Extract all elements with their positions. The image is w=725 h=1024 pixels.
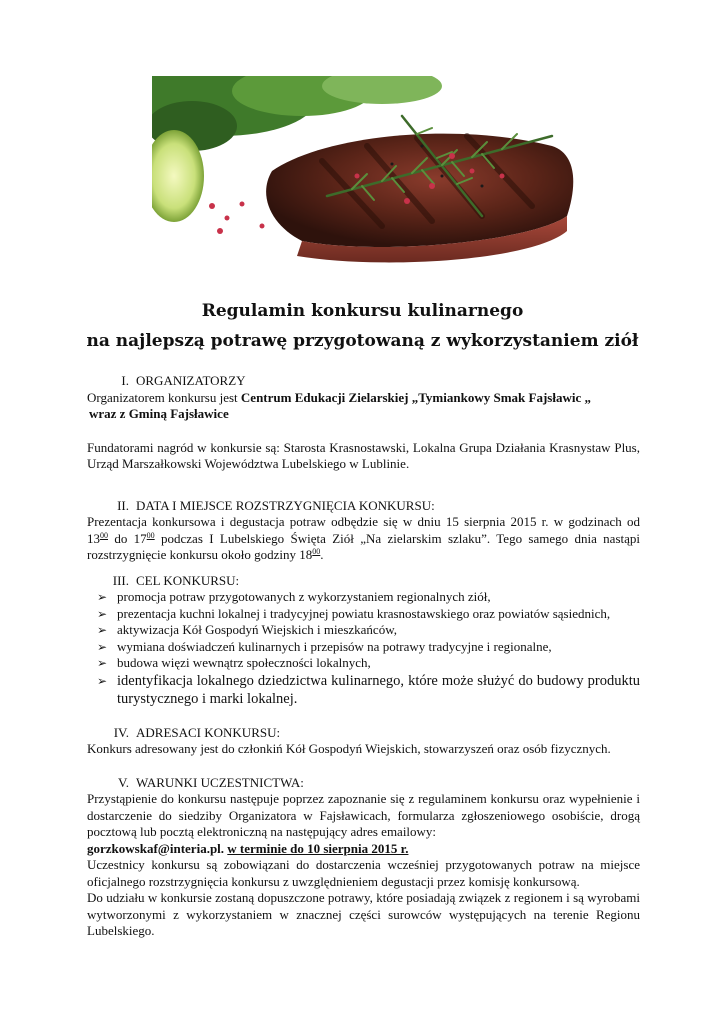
list-item: ➢ aktywizacja Kół Gospodyń Wiejskich i mieszkańców, <box>97 622 397 637</box>
participation-paragraph-1: Przystąpienie do konkursu następuje poprzez zapoznanie się z regulaminem konkursu oraz wypełnienie i dostarczenie do siedziby Organizatora w Fajsławicach, formularza zgłoszeniowego osobiście, drogą pocztową lub pocztą elektroniczną na następujący adres emailowy: <box>87 791 640 839</box>
date-line-3: rozstrzygnięcie konkursu około godziny $18^{00}$. <box>87 547 324 562</box>
goals-list <box>87 589 640 708</box>
funders-paragraph: Fundatorami nagród w konkursie są: Starosta Krasnostawski, Lokalna Grupa Działania Krasnystaw Plus, Urząd Marszałkowski Województwa Lubelskiego w Lublinie. <box>87 439 640 471</box>
deadline-text: w terminie do 10 sierpnia 2015 r. <box>227 840 409 856</box>
arrow-bullet-icon: ➢ <box>97 606 108 621</box>
section-heading-organizers: I. ORGANIZATORZY <box>121 373 246 388</box>
list-item: ➢ prezentacja kuchni lokalnej i tradycyjnej powiatu krasnostawskiego oraz powiatów sąsiednich, <box>97 605 611 621</box>
list-item: ➢ wymiana doświadczeń kulinarnych i przepisów na potrawy tradycyjne i regionalne, <box>97 638 552 654</box>
arrow-bullet-icon: ➢ <box>97 673 108 688</box>
addressees-paragraph: Konkurs adresowany jest do członkiń Kół Gospodyń Wiejskich, stowarzyszeń oraz osób fizycznych. <box>87 741 611 756</box>
arrow-bullet-icon: ➢ <box>97 590 108 604</box>
date-line-1: Prezentacja konkursowa i degustacja potraw odbędzie się w dniu 15 sierpnia 2015 r. w godzinach od <box>87 514 640 529</box>
regulations-body <box>87 373 640 940</box>
section-heading-goals: III. CEL KONKURSU: <box>112 572 240 588</box>
title-line-2: na najlepszą potrawę przygotowaną z wykorzystaniem ziół <box>86 331 639 351</box>
title-line-1: Regulamin konkursu kulinarnego <box>201 301 524 321</box>
header-photo-steak-with-herbs <box>152 76 577 270</box>
list-item: ➢ promocja potraw przygotowanych z wykorzystaniem regionalnych ziół, <box>97 589 491 604</box>
section-heading-participation: V. WARUNKI UCZESTNICTWA: <box>118 774 304 790</box>
arrow-bullet-icon: ➢ <box>97 623 108 637</box>
participation-paragraph-2: Uczestnicy konkursu są zobowiązani do dostarczenia wcześniej przygotowanych potraw na miejsce oficjalnego rozstrzygnięcia konkursu z uwzględnieniem degustacji przez komisję konkursową. <box>87 857 640 889</box>
section-heading-addressees: IV. ADRESACI KONKURSU: <box>113 724 281 740</box>
contact-email[interactable]: gorzkowskaf@interia.pl. <box>87 840 225 856</box>
section-heading-date-place: II. DATA I MIEJSCE ROZSTRZYGNIĘCIA KONKURSU: <box>117 497 435 513</box>
organizer-paragraph: Organizatorem konkursu jest Centrum Edukacji Zielarskiej „Tymiankowy Smak Fajsławic „ wraz z Gminą Fajsławice <box>87 389 591 421</box>
arrow-bullet-icon: ➢ <box>97 639 108 654</box>
arrow-bullet-icon: ➢ <box>97 656 108 670</box>
list-item: ➢ budowa więzi wewnątrz społeczności lokalnych, <box>97 655 371 670</box>
list-item: ➢ identyfikacja lokalnego dziedzictwa kulinarnego, które może służyć do budowy produktu turystycznego i marki lokalnej. <box>97 672 640 707</box>
date-line-2: $13^{00}$ do $17^{00}$ podczas I Lubelskiego Święta Ziół „Na zielarskim szlaku”. Tego samego dnia nastąpi <box>87 530 640 546</box>
participation-paragraph-3: Do udziału w konkursie zostaną dopuszczone potrawy, które posiadają związek z regionem i są wyrobami wytworzonymi z wykorzystaniem w znacznej części surowców występujących na terenie Regionu Lubelskiego. <box>87 890 640 938</box>
contact-line <box>87 841 640 858</box>
